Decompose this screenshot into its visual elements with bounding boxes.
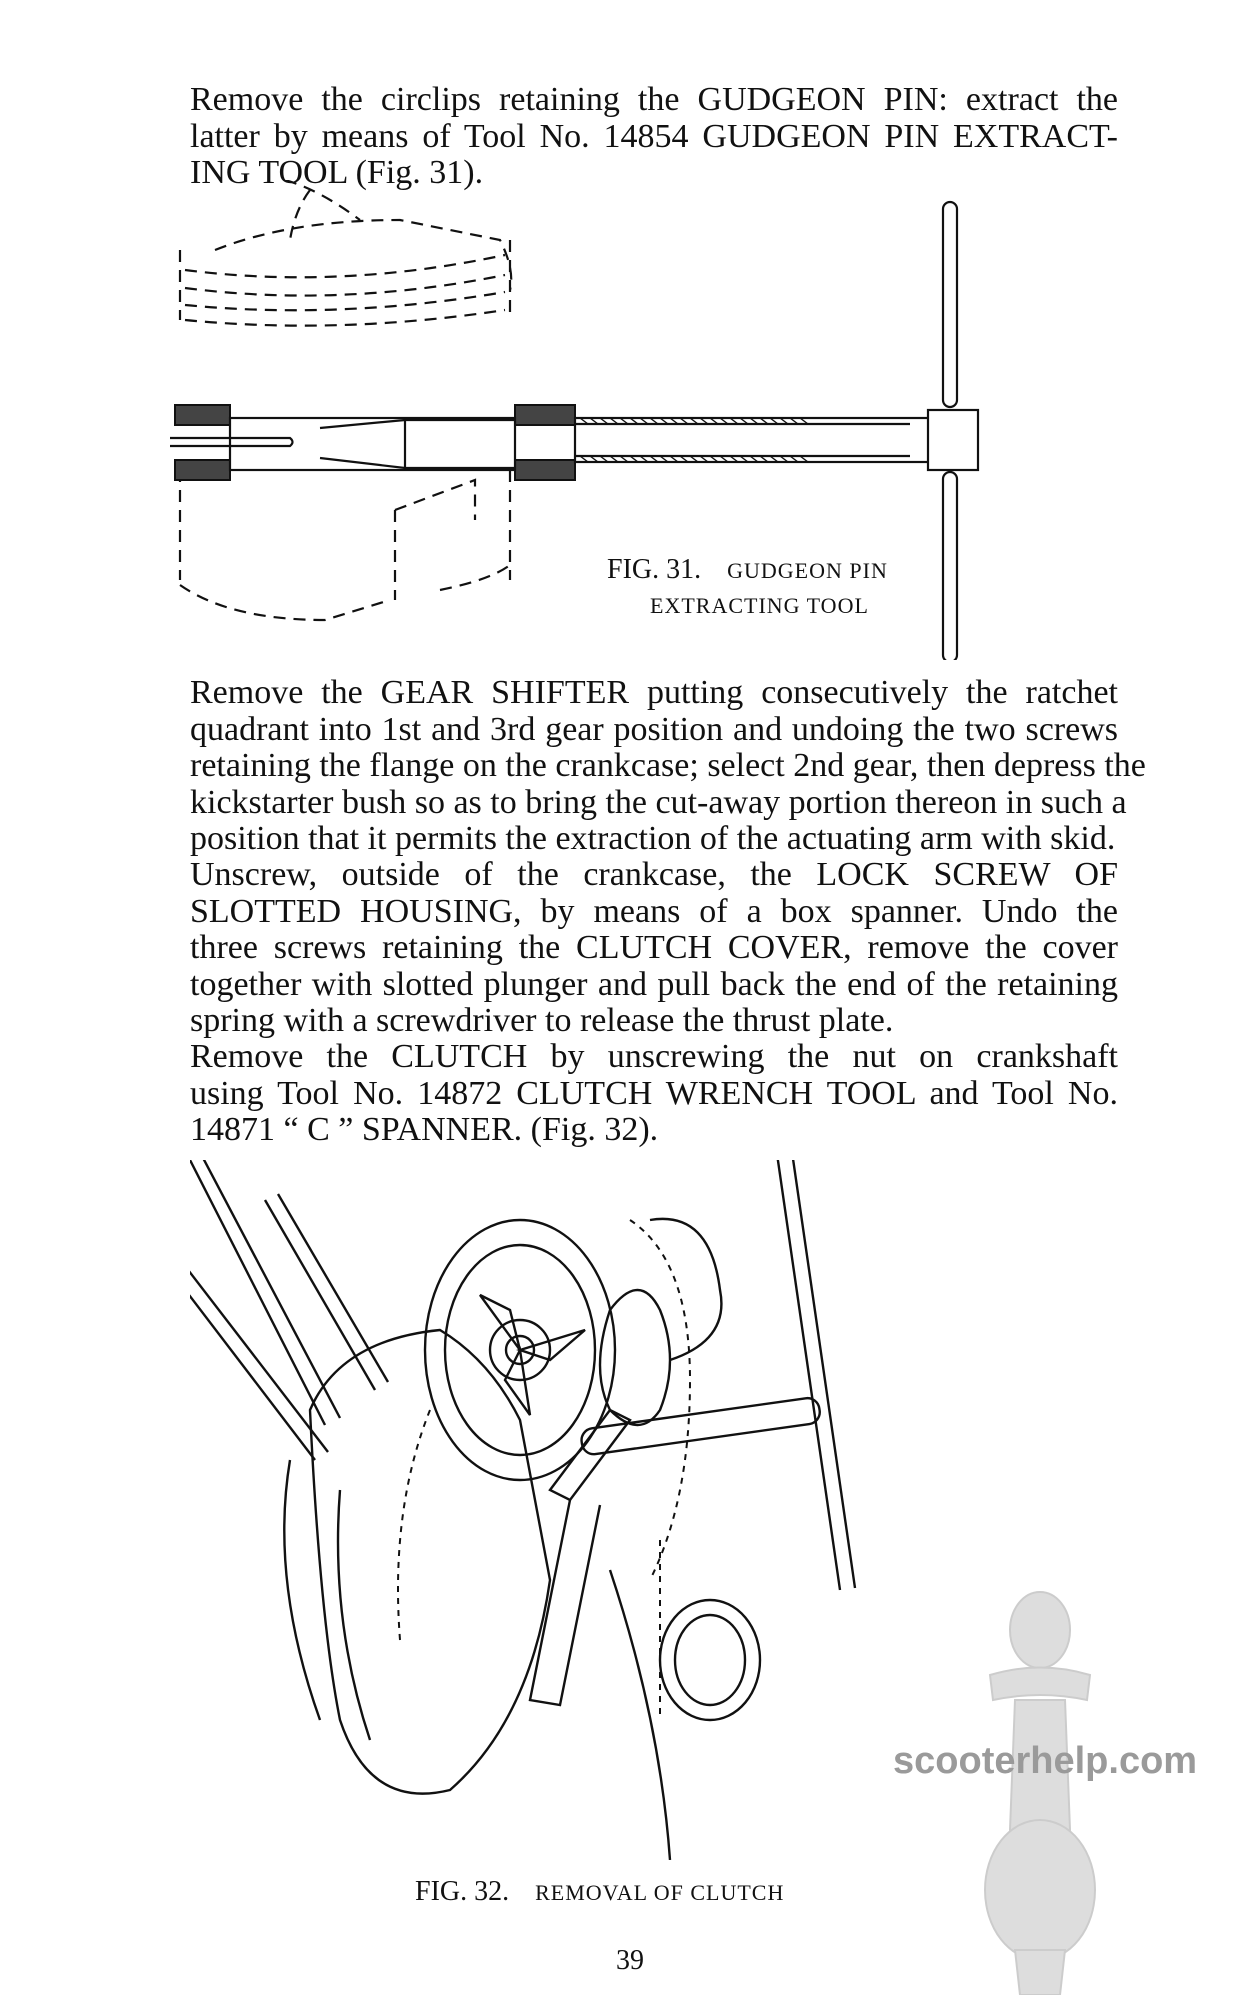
figure-32-caption <box>415 1875 784 1910</box>
paragraph-gear-shifter <box>190 674 1146 858</box>
figure-title: REMOVAL OF CLUTCH <box>535 1880 785 1905</box>
paragraph-gudgeon-pin <box>190 82 1118 192</box>
text-line: retaining the flange on the crankcase; select 2nd gear, then depress the <box>190 747 1146 784</box>
figure-31-gudgeon-pin-extracting-tool <box>170 180 1090 660</box>
text-line: latter by means of Tool No. 14854 GUDGEON PIN EXTRACT- <box>190 117 1118 155</box>
figure-31-caption <box>607 553 888 588</box>
figure-title: GUDGEON PIN <box>727 558 888 583</box>
text-line: Remove the CLUTCH by unscrewing the nut on crankshaft <box>190 1038 1118 1075</box>
text-line: Unscrew, outside of the crankcase, the LOCK SCREW OF <box>190 856 1118 893</box>
figure-31-caption-line2 <box>650 589 869 623</box>
text-line: position that it permits the extraction of the actuating arm with skid. <box>190 820 1116 857</box>
text-line: quadrant into 1st and 3rd gear position and undoing the two screws <box>190 710 1118 748</box>
scooter-logo <box>975 1590 1105 1995</box>
paragraph-clutch <box>190 1039 1118 1149</box>
text-line: 14871 “ C ” SPANNER. (Fig. 32). <box>190 1111 659 1148</box>
page-number: 39 <box>616 1945 644 1976</box>
figure-title: EXTRACTING TOOL <box>650 593 869 618</box>
figure-number: FIG. 31. <box>607 554 702 585</box>
text-line: together with slotted plunger and pull back the end of the retaining <box>190 965 1118 1003</box>
text-line: spring with a screwdriver to release the thrust plate. <box>190 1002 894 1039</box>
text-line: using Tool No. 14872 CLUTCH WRENCH TOOL and Tool No. <box>190 1074 1118 1112</box>
watermark-text: scooterhelp.com <box>893 1740 1198 1782</box>
paragraph-lock-screw <box>190 857 1118 1040</box>
text-line: three screws retaining the CLUTCH COVER, remove the cover <box>190 929 1118 966</box>
text-line: ING TOOL (Fig. 31). <box>190 154 484 191</box>
text-line: Remove the circlips retaining the GUDGEON PIN: extract the <box>190 81 1118 118</box>
figure-number: FIG. 32. <box>415 1876 510 1907</box>
text-line: Remove the GEAR SHIFTER putting consecutively the ratchet <box>190 674 1118 711</box>
text-line: SLOTTED HOUSING, by means of a box spanner. Undo the <box>190 892 1118 930</box>
text-line: kickstarter bush so as to bring the cut-away portion thereon in such a <box>190 783 1127 821</box>
